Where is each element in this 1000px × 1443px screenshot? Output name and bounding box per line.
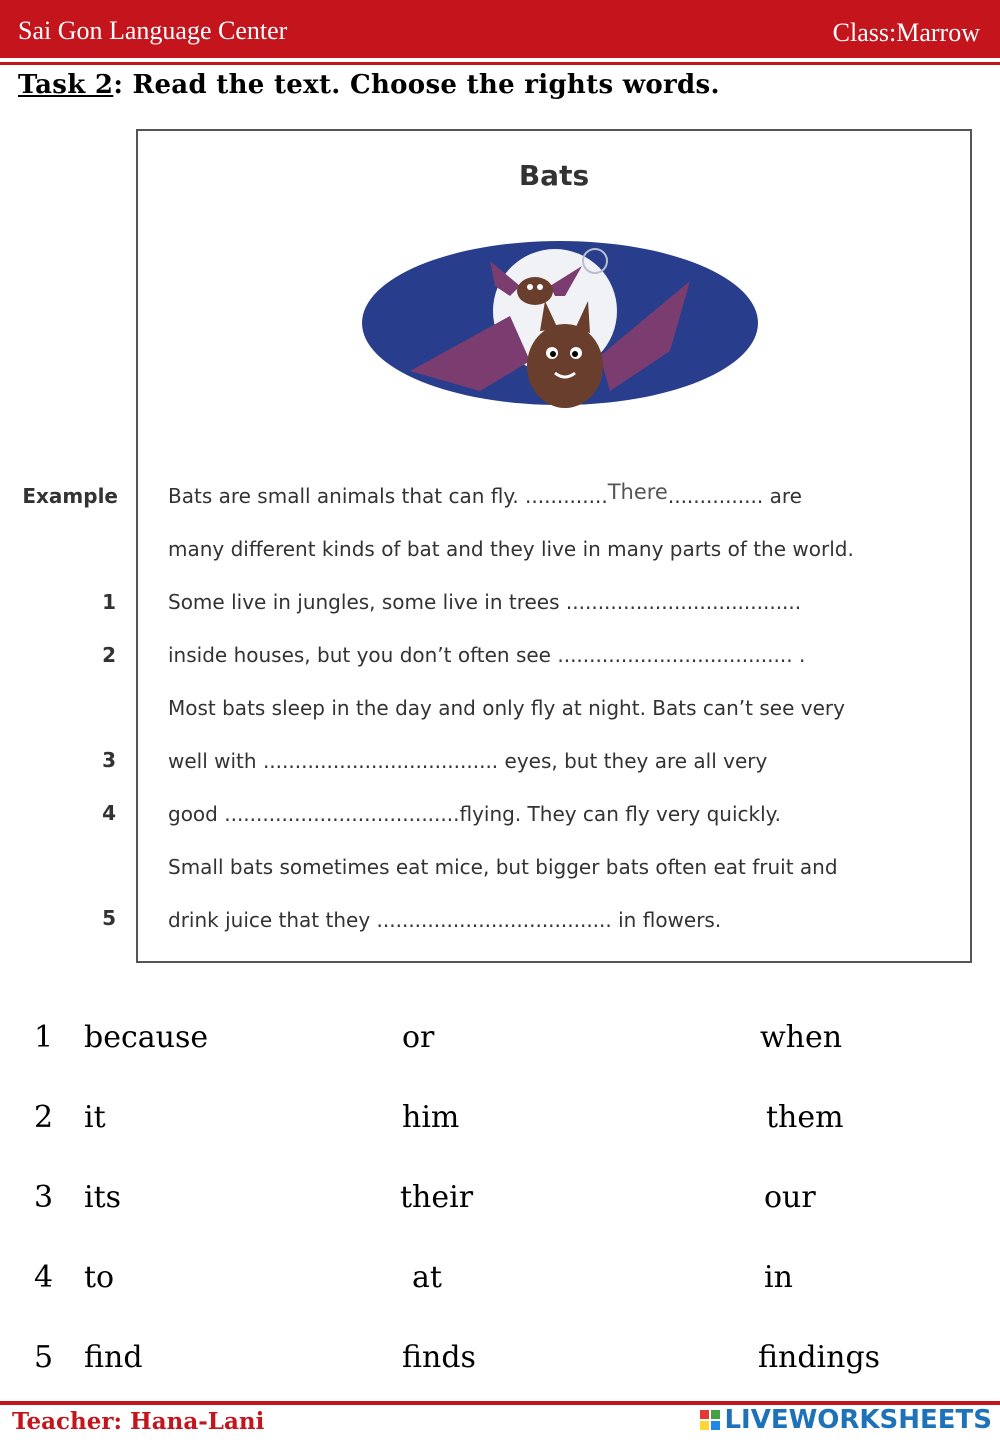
passage-line: many different kinds of bat and they live in many parts of the world.: [168, 537, 854, 561]
teacher-name: Teacher: Hana-Lani: [12, 1408, 265, 1435]
logo-grid-icon: [700, 1410, 720, 1430]
blank-1[interactable]: .....................................: [565, 590, 802, 614]
task-heading: [18, 70, 720, 100]
option-b[interactable]: finds: [402, 1340, 476, 1375]
option-a[interactable]: it: [84, 1100, 106, 1135]
option-c[interactable]: when: [760, 1020, 843, 1055]
option-c[interactable]: them: [766, 1100, 844, 1135]
option-b[interactable]: at: [412, 1260, 442, 1295]
option-number: 4: [34, 1260, 54, 1295]
liveworksheets-logo[interactable]: [700, 1405, 992, 1435]
logo-text: LIVEWORKSHEETS: [724, 1405, 992, 1435]
blank-2[interactable]: .....................................: [557, 643, 793, 667]
line-text: inside houses, but you don’t often see: [168, 643, 551, 667]
option-b[interactable]: their: [400, 1180, 474, 1215]
option-number: 5: [34, 1340, 54, 1375]
example-answer: There: [607, 480, 668, 504]
center-name: Sai Gon Language Center: [18, 16, 288, 45]
option-b[interactable]: him: [402, 1100, 460, 1135]
blank-5[interactable]: .....................................: [376, 908, 612, 932]
option-number: 3: [34, 1180, 54, 1215]
option-row-3: [0, 1180, 1000, 1240]
option-c[interactable]: findings: [758, 1340, 881, 1375]
blank-4[interactable]: .....................................: [224, 802, 460, 826]
task-instruction: : Read the text. Choose the rights words.: [113, 70, 720, 100]
header-bar: [0, 0, 1000, 58]
reading-passage-box: [136, 129, 972, 963]
line-number-2: 2: [102, 643, 116, 667]
task-label: Task 2: [18, 70, 114, 100]
option-number: 1: [34, 1020, 54, 1055]
example-label: Example: [22, 484, 118, 508]
line-number-4: 4: [102, 801, 116, 825]
line-text: eyes, but they are all very: [504, 749, 768, 773]
passage-line-4: [168, 802, 781, 826]
line-text: well with: [168, 749, 257, 773]
passage-line-5: [168, 908, 721, 932]
option-row-2: [0, 1100, 1000, 1160]
option-a[interactable]: its: [84, 1180, 122, 1215]
option-c[interactable]: in: [764, 1260, 793, 1295]
line-text: drink juice that they: [168, 908, 371, 932]
line-text: Bats are small animals that can fly.: [168, 484, 519, 508]
bats-moon-illustration: [360, 241, 760, 431]
option-c[interactable]: our: [764, 1180, 816, 1215]
passage-title: Bats: [518, 159, 590, 192]
line-number-3: 3: [102, 748, 116, 772]
passage-line: Small bats sometimes eat mice, but bigger bats often eat fruit and: [168, 855, 838, 879]
line-text: Some live in jungles, some live in trees: [168, 590, 560, 614]
option-row-5: [0, 1340, 1000, 1400]
option-b[interactable]: or: [402, 1020, 435, 1055]
line-text: .: [798, 643, 806, 667]
passage-line-1: [168, 590, 801, 614]
passage-line-3: [168, 749, 767, 773]
line-text: in flowers.: [618, 908, 722, 932]
option-row-1: [0, 1020, 1000, 1080]
option-a[interactable]: find: [84, 1340, 143, 1375]
passage-line-example: Bats are small animals that can fly. .............There............... are: [168, 480, 802, 508]
passage-line: Most bats sleep in the day and only fly at night. Bats can’t see very: [168, 696, 845, 720]
line-number-5: 5: [102, 906, 116, 930]
header-divider: [0, 62, 1000, 65]
blank-3[interactable]: .....................................: [262, 749, 499, 773]
class-name: Class:Marrow: [832, 18, 980, 47]
line-text: flying. They can fly very quickly.: [459, 802, 781, 826]
line-text: are: [769, 484, 802, 508]
line-number-1: 1: [102, 590, 116, 614]
option-row-4: [0, 1260, 1000, 1320]
passage-line-2: [168, 643, 805, 667]
option-number: 2: [34, 1100, 54, 1135]
line-text: good: [168, 802, 218, 826]
option-a[interactable]: because: [84, 1020, 209, 1055]
option-a[interactable]: to: [84, 1260, 115, 1295]
